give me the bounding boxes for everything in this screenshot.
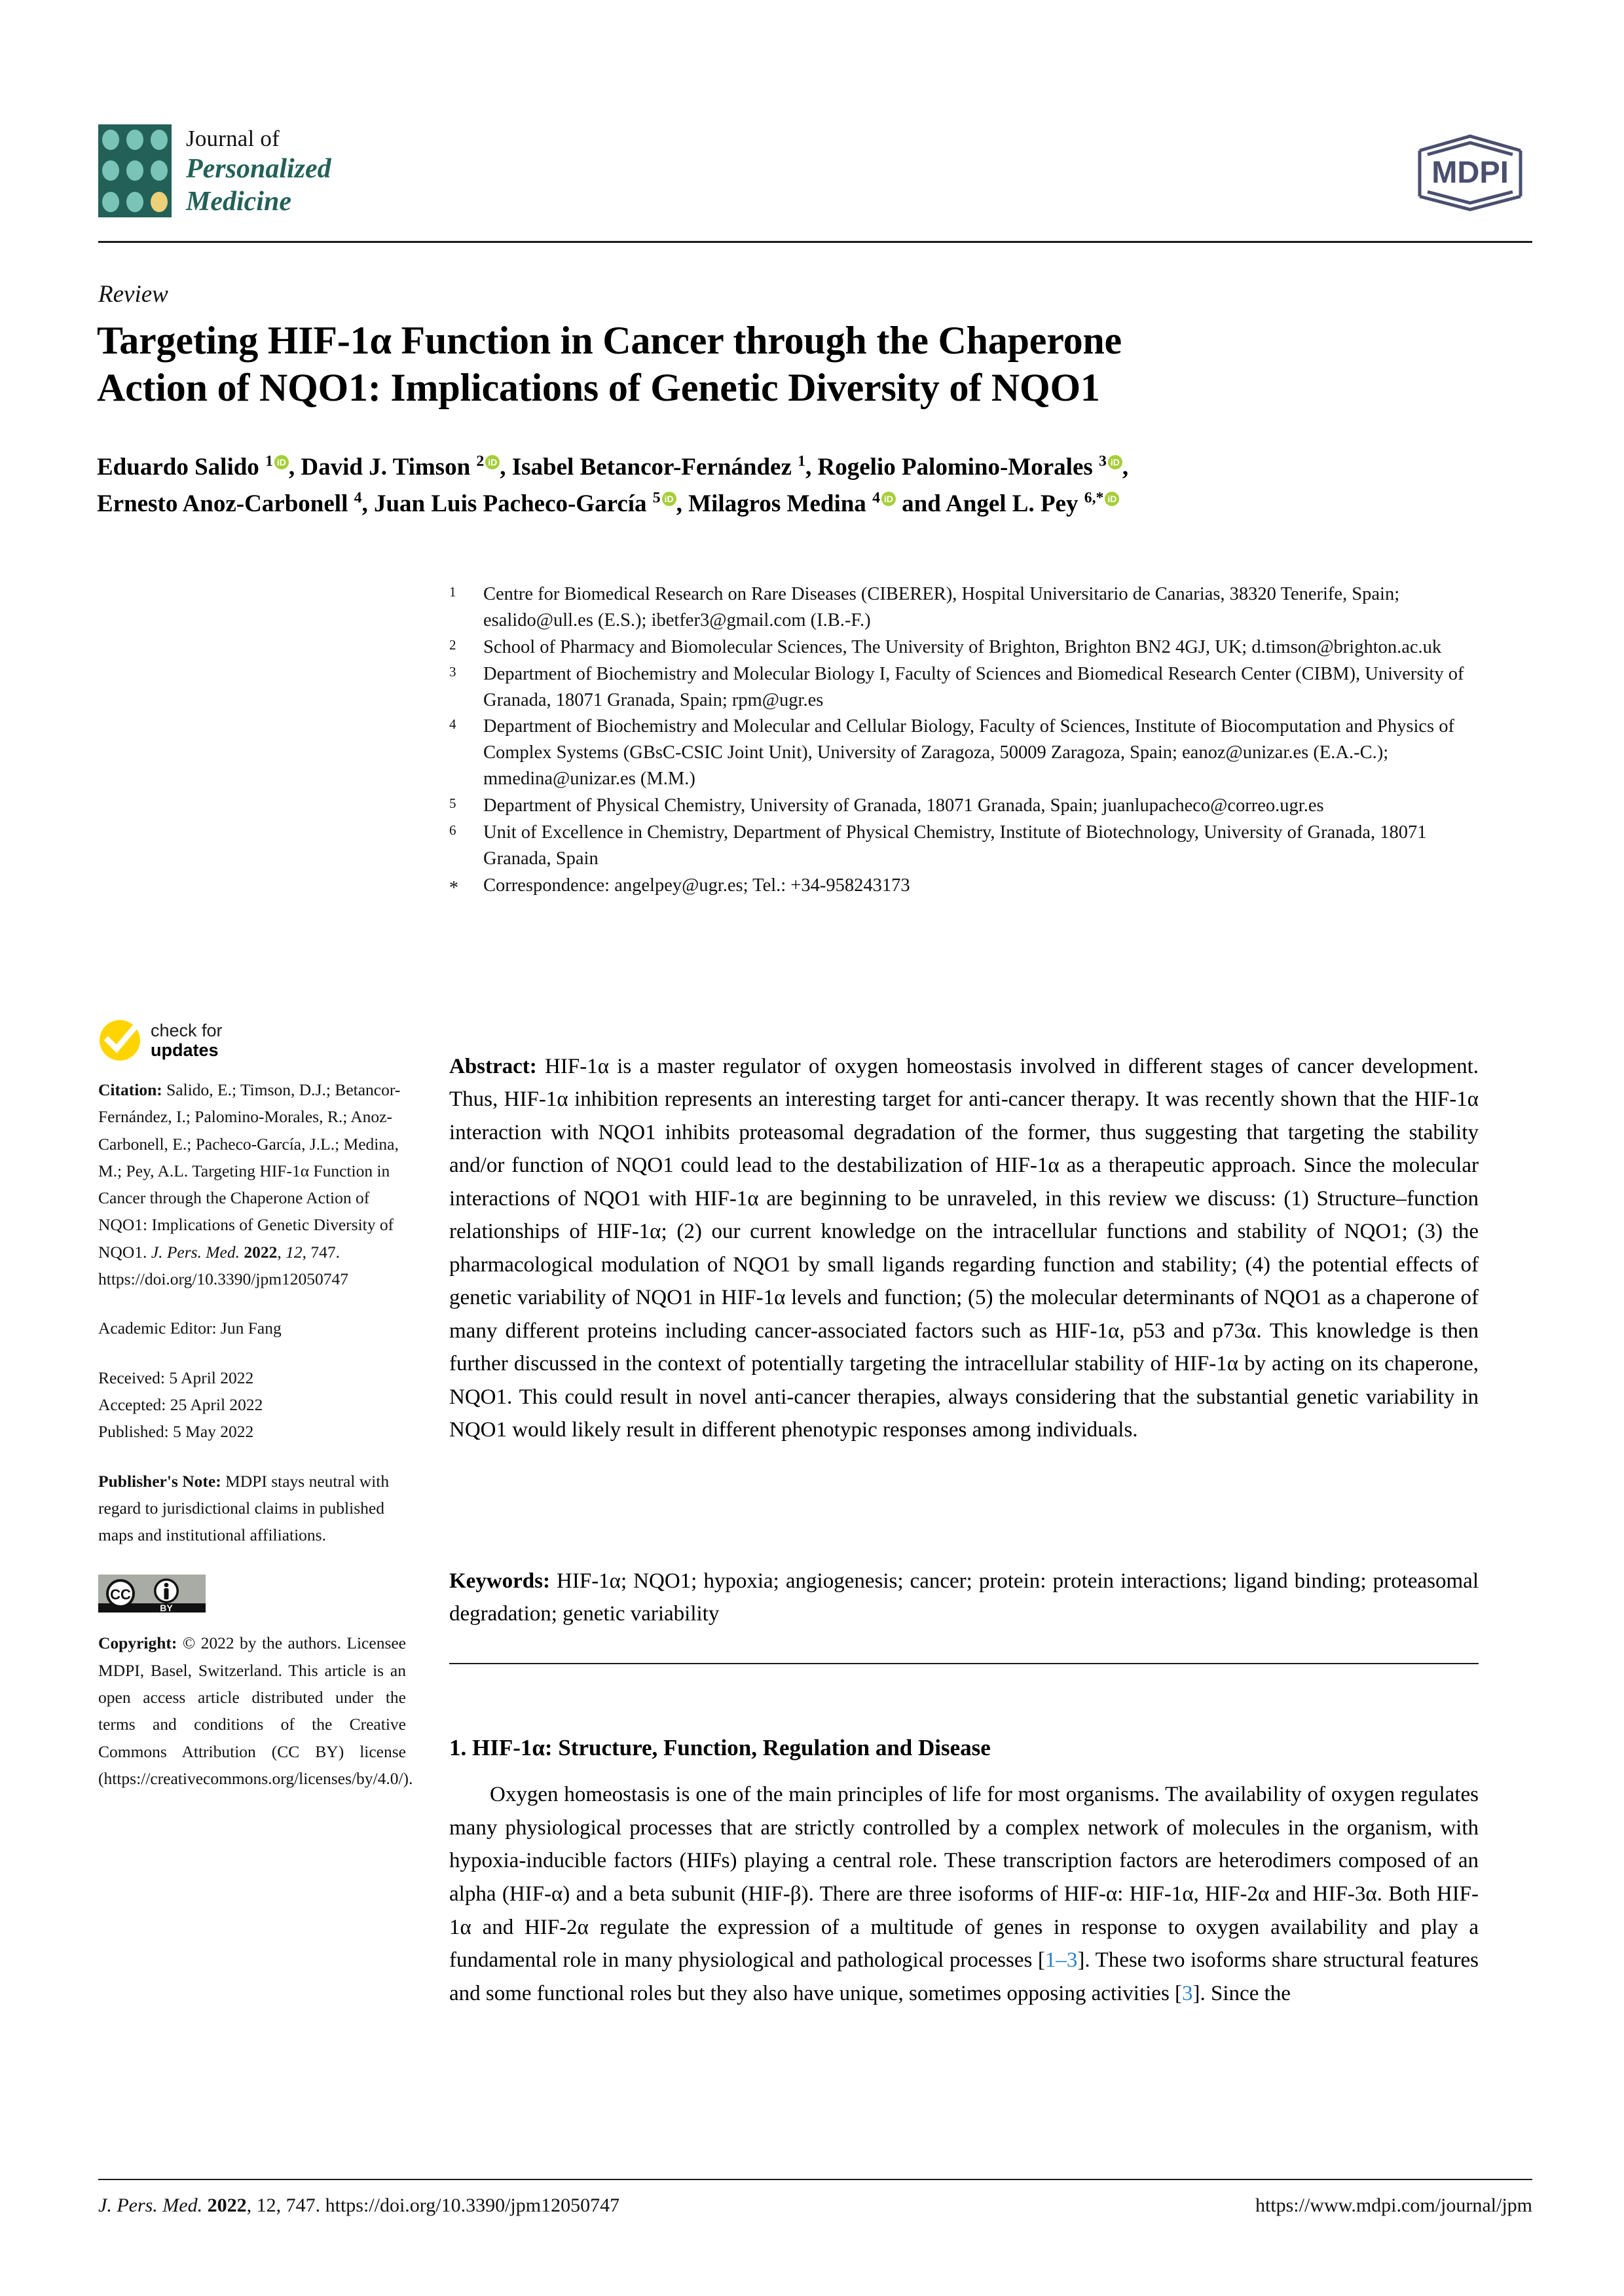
author-affil-marker: 1: [265, 452, 273, 470]
journal-logo: [98, 124, 331, 217]
logo-dot: [151, 130, 168, 150]
affiliation-marker: 2: [449, 636, 456, 653]
affiliation-text: School of Pharmacy and Biomolecular Sciences, The University of Brighton, Brighton BN2 4GJ, UK; d.timson@brighton.ac.uk: [483, 636, 1442, 657]
abstract-divider: [449, 1663, 1479, 1664]
citation-doi-line-2[interactable]: jpm12050747: [255, 1269, 349, 1289]
author-name: Isabel Betancor-Fernández: [511, 454, 792, 481]
affiliation-item: [449, 661, 1477, 714]
check-for-updates-badge[interactable]: [98, 1019, 406, 1062]
affiliation-text: Unit of Excellence in Chemistry, Department of Physical Chemistry, Institute of Biotechnology, University of Granada, 18071 Granada, Spain: [483, 822, 1427, 869]
affiliation-item: [449, 581, 1477, 634]
citation-volume: 12: [286, 1242, 303, 1262]
header-divider: [98, 241, 1532, 243]
keywords-text: HIF-1α; NQO1; hypoxia; angiogenesis; cancer; protein: protein interactions; ligand binding; proteasomal degradation; genetic variability: [449, 1569, 1479, 1626]
date-accepted: Accepted: 25 April 2022: [98, 1394, 263, 1414]
citation-journal: J. Pers. Med.: [151, 1242, 240, 1262]
affiliation-marker: 4: [449, 716, 456, 733]
affiliation-item: [449, 714, 1477, 792]
check-updates-line-2: updates: [151, 1040, 219, 1060]
journal-title-wordmark: [186, 124, 331, 215]
publication-dates: [98, 1364, 406, 1446]
affiliation-text: Department of Physical Chemistry, University of Granada, 18071 Granada, Spain; juanlupacheco@correo.ugr.es: [483, 795, 1324, 816]
by-glyph: BY: [160, 1603, 173, 1613]
footer-journal: J. Pers. Med.: [98, 2195, 203, 2216]
author-affil-marker: 2: [476, 452, 485, 470]
publisher-note-text: MDPI stays neutral with regard to jurisdictional claims in published maps and institutional affiliations.: [98, 1471, 390, 1545]
mdpi-logo: [1408, 131, 1532, 213]
author-name: Rogelio Palomino-Morales: [817, 454, 1093, 481]
author-affil-marker: 3: [1099, 452, 1107, 470]
body-part-1: Oxygen homeostasis is one of the main principles of life for most organisms. The availability of oxygen regulates many physiological processes that are strictly controlled by a complex network of molecules in the organism, with hypoxia-inducible factors (HIFs) playing a central role. These transcription factors are heterodimers composed of an alpha (HIF-α) and a beta subunit (HIF-β). There are three isoforms of HIF-α: HIF-1α, HIF-2α and HIF-3α. Both HIF-1α and HIF-2α regulate the expression of a multitude of genes in response to oxygen availability and play a fundamental role in many physiological and pathological processes [: [449, 1783, 1479, 1973]
author-list: Eduardo Salido $^1$ iD , David J. Timson $^2$ iD , Isabel Betancor-Fernández $^1$, Rogelio Palomino-Morales $^3$ iD , Ernesto Anoz-Carbonell $^4$, Juan Luis Pacheco-García $^5$ iD , Milagros Medina $^4$iD and Angel L. Pey $^{6,*}$iD: [97, 449, 1479, 522]
affiliation-text: Centre for Biomedical Research on Rare Diseases (CIBERER), Hospital Universitario de Canarias, 38320 Tenerife, Spain; esalido@ull.es (E.S.); ibetfer3@gmail.com (I.B.-F.): [483, 584, 1400, 630]
copyright-text: © 2022 by the authors. Licensee MDPI, Basel, Switzerland. This article is an open access article distributed under the terms and conditions of the Creative Commons Attribution (CC BY) license (https://creativecommons.org/licenses/by/4.0/).: [98, 1633, 413, 1788]
publisher-note-label: Publisher's Note:: [98, 1471, 221, 1491]
body-part-3: ]. Since the: [1192, 1981, 1291, 2005]
author-name: Eduardo Salido: [97, 454, 259, 481]
sidebar: [98, 1019, 413, 1792]
affiliation-text: Department of Biochemistry and Molecular and Cellular Biology, Faculty of Sciences, Institute of Biocomputation and Physics of Complex Systems (GBsC-CSIC Joint Unit), University of Zaragoza, 50009 Zaragoza, Spain; eanoz@unizar.es (E.A.-C.); mmedina@unizar.es (M.M.): [483, 716, 1455, 790]
citation-link[interactable]: 3: [1182, 1981, 1193, 2005]
logo-dot: [126, 130, 143, 150]
copyright-block: [98, 1630, 413, 1792]
keywords: [449, 1565, 1479, 1631]
orcid-icon[interactable]: [881, 492, 896, 506]
author-affil-marker: 1: [798, 452, 805, 470]
logo-dot: [102, 130, 119, 150]
footer-right-url[interactable]: https://www.mdpi.com/journal/jpm: [1255, 2195, 1532, 2216]
footer-year: 2022: [207, 2195, 247, 2216]
abstract-label: Abstract:: [449, 1055, 537, 1078]
author-name: Ernesto Anoz-Carbonell: [97, 490, 348, 518]
check-for-updates-label: [151, 1021, 223, 1060]
affiliation-marker: 3: [449, 663, 456, 680]
citation-link[interactable]: 1–3: [1044, 1948, 1078, 1973]
author-affil-marker: 4: [354, 489, 362, 507]
orcid-icon[interactable]: [1105, 492, 1119, 506]
affiliation-marker: 1: [449, 584, 456, 600]
title-line-1: Targeting HIF-1α Function in Cancer through the Chaperone: [97, 319, 1122, 362]
page-title: [97, 317, 1472, 411]
affiliation-marker: 5: [449, 795, 456, 812]
abstract-text: HIF-1α is a master regulator of oxygen homeostasis involved in different stages of cancer development. Thus, HIF-1α inhibition represents an interesting target for anti-cancer therapy. It was recently shown that the HIF-1α interaction with NQO1 inhibits proteasomal degradation of the former, thus suggesting that targeting the stability and/or function of NQO1 could lead to the destabilization of HIF-1α as a therapeutic approach. Since the molecular interactions of NQO1 with HIF-1α are beginning to be unraveled, in this review we discuss: (1) Structure–function relationships of HIF-1α; (2) our current knowledge on the intracellular functions and stability of NQO1; (3) the pharmacological modulation of NQO1 by small ligands regarding function and stability; (4) the potential effects of genetic variability of NQO1 in HIF-1α levels and function; (5) the molecular determinants of NQO1 as a chaperone of many different proteins including cancer-associated factors such as HIF-1α, p53 and p73α. This knowledge is then further discussed in the context of potentially targeting the intracellular stability of HIF-1α by acting on its chaperone, NQO1. This could result in novel anti-cancer therapies, always considering that the substantial genetic variability in NQO1 would likely result in different phenotypic responses among individuals.: [449, 1055, 1479, 1442]
journal-logo-mark: [98, 124, 172, 217]
footer-rest: , 12, 747. https://doi.org/10.3390/jpm12050747: [246, 2195, 620, 2216]
correspondence-item: [449, 873, 1477, 901]
footer-left: [98, 2195, 619, 2217]
correspondence-marker: *: [449, 877, 458, 898]
body-part-2: ]. These two isoforms share structural features and some functional roles but they also have unique, sometimes opposing activities [: [449, 1948, 1479, 2005]
orcid-icon[interactable]: [274, 455, 289, 469]
copyright-label: Copyright:: [98, 1633, 177, 1653]
author-name: Juan Luis Pacheco-García: [373, 490, 647, 518]
author-affil-marker: 4: [872, 489, 880, 507]
article-type: Review: [98, 281, 168, 308]
citation-doi-line-1[interactable]: https://doi.org/10.3390/: [98, 1269, 256, 1289]
orcid-icon[interactable]: [485, 455, 500, 469]
author-name: Angel L. Pey: [946, 490, 1079, 518]
date-received: Received: 5 April 2022: [98, 1368, 254, 1387]
creative-commons-license-icon[interactable]: [98, 1575, 206, 1613]
author-name: Milagros Medina: [688, 490, 866, 518]
logo-dot-accent: [151, 192, 168, 212]
section-heading: 1. HIF-1α: Structure, Function, Regulation and Disease: [449, 1735, 991, 1760]
affiliation-item: [449, 634, 1477, 661]
logo-dot: [102, 192, 119, 212]
affiliation-item: [449, 820, 1477, 872]
cc-glyph: CC: [110, 1586, 131, 1603]
abstract: [449, 1050, 1479, 1447]
affiliation-text: Department of Biochemistry and Molecular Biology I, Faculty of Sciences and Biomedical Research Center (CIBM), University of Granada, 18071 Granada, Spain; rpm@ugr.es: [483, 663, 1464, 710]
journal-name-line-2: Personalized: [186, 154, 331, 184]
mdpi-logo-icon: [1408, 131, 1532, 213]
journal-name-line-1: Journal of: [186, 126, 280, 151]
logo-dot: [126, 160, 143, 181]
citation-year: 2022: [244, 1242, 278, 1262]
journal-name-line-3: Medicine: [186, 187, 291, 217]
academic-editor: Academic Editor: Jun Fang: [98, 1319, 282, 1338]
affiliation-list: [449, 581, 1477, 902]
logo-dot: [126, 192, 143, 212]
author-affil-marker: 6,*: [1084, 489, 1104, 507]
orcid-icon[interactable]: [662, 492, 676, 506]
logo-dot: [102, 160, 119, 181]
mdpi-logo-text: MDPI: [1431, 155, 1509, 189]
title-line-2: Action of NQO1: Implications of Genetic Diversity of NQO1: [97, 366, 1100, 409]
citation-block: Citation: Salido, E.; Timson, D.J.; Betancor-Fernández, I.; Palomino-Morales, R.; Anoz-Carbonell, E.; Pacheco-García, J.L.; Medina, M.; Pey, A.L. Targeting HIF-1α Function in Cancer through the Chaperone Action of NQO1: Implications of Genetic Diversity of NQO1. J. Pers. Med. 2022, 12, 747. https://doi.org/10.3390/jpm12050747: [98, 1080, 401, 1289]
check-updates-line-1: check for: [151, 1020, 223, 1040]
correspondence-text: Correspondence: angelpey@ugr.es; Tel.: +34-958243173: [483, 875, 910, 896]
check-mark-icon: [98, 1019, 141, 1062]
author-affil-marker: 5: [652, 489, 661, 507]
affiliation-marker: 6: [449, 822, 456, 839]
keywords-label: Keywords:: [449, 1569, 550, 1593]
citation-article-number: 747: [310, 1242, 336, 1262]
affiliation-item: [449, 793, 1477, 819]
publisher-note: [98, 1468, 406, 1549]
citation-authors: Salido, E.; Timson, D.J.; Betancor-Fernández, I.; Palomino-Morales, R.; Anoz-Carbonell, E.; Pacheco-García, J.L.; Medina, M.; Pey, A.L. Targeting HIF-1α Function in Cancer through the Chaperone Action of NQO1: Implications of Genetic Diversity of NQO1.: [98, 1080, 401, 1262]
logo-dot: [151, 160, 168, 181]
section-body: [449, 1778, 1479, 2010]
citation-label: Citation:: [98, 1080, 162, 1099]
page-header: [98, 124, 1532, 236]
author-name: David J. Timson: [301, 454, 471, 481]
footer-divider: [98, 2179, 1532, 2180]
page-footer: [98, 2195, 1532, 2217]
date-published: Published: 5 May 2022: [98, 1422, 254, 1442]
orcid-icon[interactable]: [1108, 455, 1122, 469]
